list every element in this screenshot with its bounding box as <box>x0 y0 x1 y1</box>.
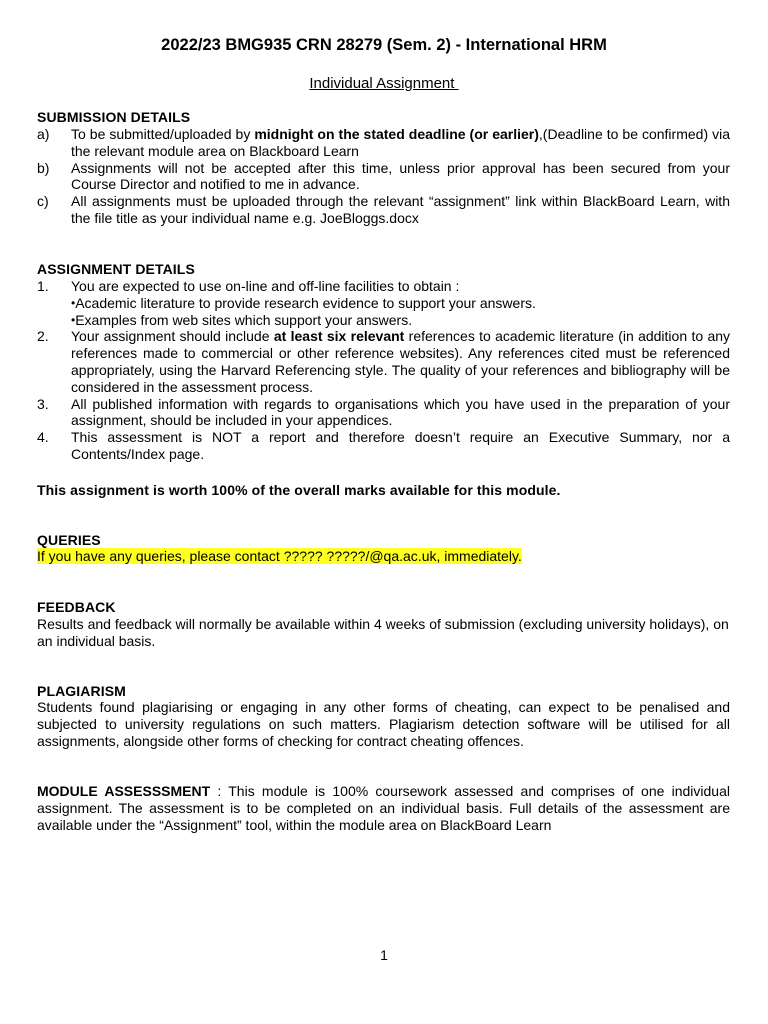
assignment-worth: This assignment is worth 100% of the overall marks available for this module. <box>37 482 561 498</box>
item-marker: 3. <box>37 395 49 412</box>
item-text: Your assignment should include at least six relevant references to academic literature (in addition to any references made to commercial or other reference websites). Any references cited must be referenced appropriately, using the Harvard Referencing style. The quality of your references and bibliography will be considered in the assessment process. <box>71 328 731 395</box>
module-assessment-paragraph <box>37 783 730 833</box>
queries-paragraph <box>37 548 730 565</box>
item-marker: b) <box>37 159 50 176</box>
assignment-item-4 <box>37 429 730 463</box>
submission-heading: SUBMISSION DETAILS <box>37 109 191 125</box>
page-number: 1 <box>380 947 388 963</box>
assignment-item-2 <box>37 328 730 395</box>
item-marker: 2. <box>37 328 49 345</box>
bullet-text: Academic literature to provide research evidence to support your answers. <box>75 294 536 311</box>
queries-heading: QUERIES <box>37 532 101 548</box>
item-text: You are expected to use on-line and off-line facilities to obtain : <box>71 278 460 294</box>
assignment-heading: ASSIGNMENT DETAILS <box>37 261 195 277</box>
bullet-item <box>37 312 730 329</box>
item-marker: 4. <box>37 429 49 446</box>
submission-list <box>37 126 730 227</box>
item-marker: 1. <box>37 278 49 294</box>
module-assessment-heading: MODULE ASSESSSMENT <box>37 783 211 799</box>
assignment-list <box>37 278 730 463</box>
bullet-item <box>37 295 730 312</box>
feedback-heading: FEEDBACK <box>37 599 116 615</box>
item-text: Assignments will not be accepted after this time, unless prior approval has been secured from your Course Director and notified to me in advance. <box>71 159 730 193</box>
subtitle-text: Individual Assignment <box>309 75 459 92</box>
item-text: To be submitted/uploaded by midnight on the stated deadline (or earlier),(Deadline to be confirmed) via the relevant module area on Blackboard Learn <box>71 126 730 159</box>
references-emphasis: at least six relevant <box>273 328 405 345</box>
plagiarism-text: Students found plagiarising or engaging in any other forms of cheating, can expect to be penalised and subjected to university regulations on such matters. Plagiarism detection software will be utilised for all assignments, alongside other forms of checking for contract cheating offences. <box>37 699 730 749</box>
bullet-icon: • <box>71 312 76 327</box>
document-subtitle <box>0 75 768 92</box>
plagiarism-heading: PLAGIARISM <box>37 683 126 699</box>
module-assessment-text: : This module is 100% coursework assessed and comprises of one individual assignment. The assessment is to be completed on an individual basis. Full details of the assessment are available under the “Assignment” tool, within the module area on BlackBoard Learn <box>37 783 730 833</box>
submission-item-c <box>37 193 730 227</box>
item-text: All published information with regards to organisations which you have used in the preparation of your assignment, should be included in your appendices. <box>71 395 730 429</box>
submission-item-a <box>37 126 730 160</box>
queries-highlight: If you have any queries, please contact ????? ?????/@qa.ac.uk, immediately. <box>37 548 522 564</box>
submission-item-b <box>37 160 730 194</box>
item-marker: c) <box>37 193 49 210</box>
document-title: 2022/23 BMG935 CRN 28279 (Sem. 2) - International HRM <box>161 36 607 54</box>
item-text: This assessment is NOT a report and therefore doesn’t require an Executive Summary, nor a Contents/Index page. <box>71 429 730 462</box>
bullet-text: Examples from web sites which support your answers. <box>75 311 413 328</box>
assignment-item-3 <box>37 396 730 430</box>
bullet-icon: • <box>71 295 76 310</box>
item-marker: a) <box>37 126 50 142</box>
deadline-emphasis: midnight on the stated deadline (or earlier) <box>254 126 539 142</box>
item-text: All assignments must be uploaded through the relevant “assignment” link within BlackBoard Learn, with the file title as your individual name e.g. JoeBloggs.docx <box>71 193 730 226</box>
assignment-item-1 <box>37 278 730 295</box>
feedback-text: Results and feedback will normally be available within 4 weeks of submission (excluding university holidays), on an individual basis. <box>37 616 729 649</box>
